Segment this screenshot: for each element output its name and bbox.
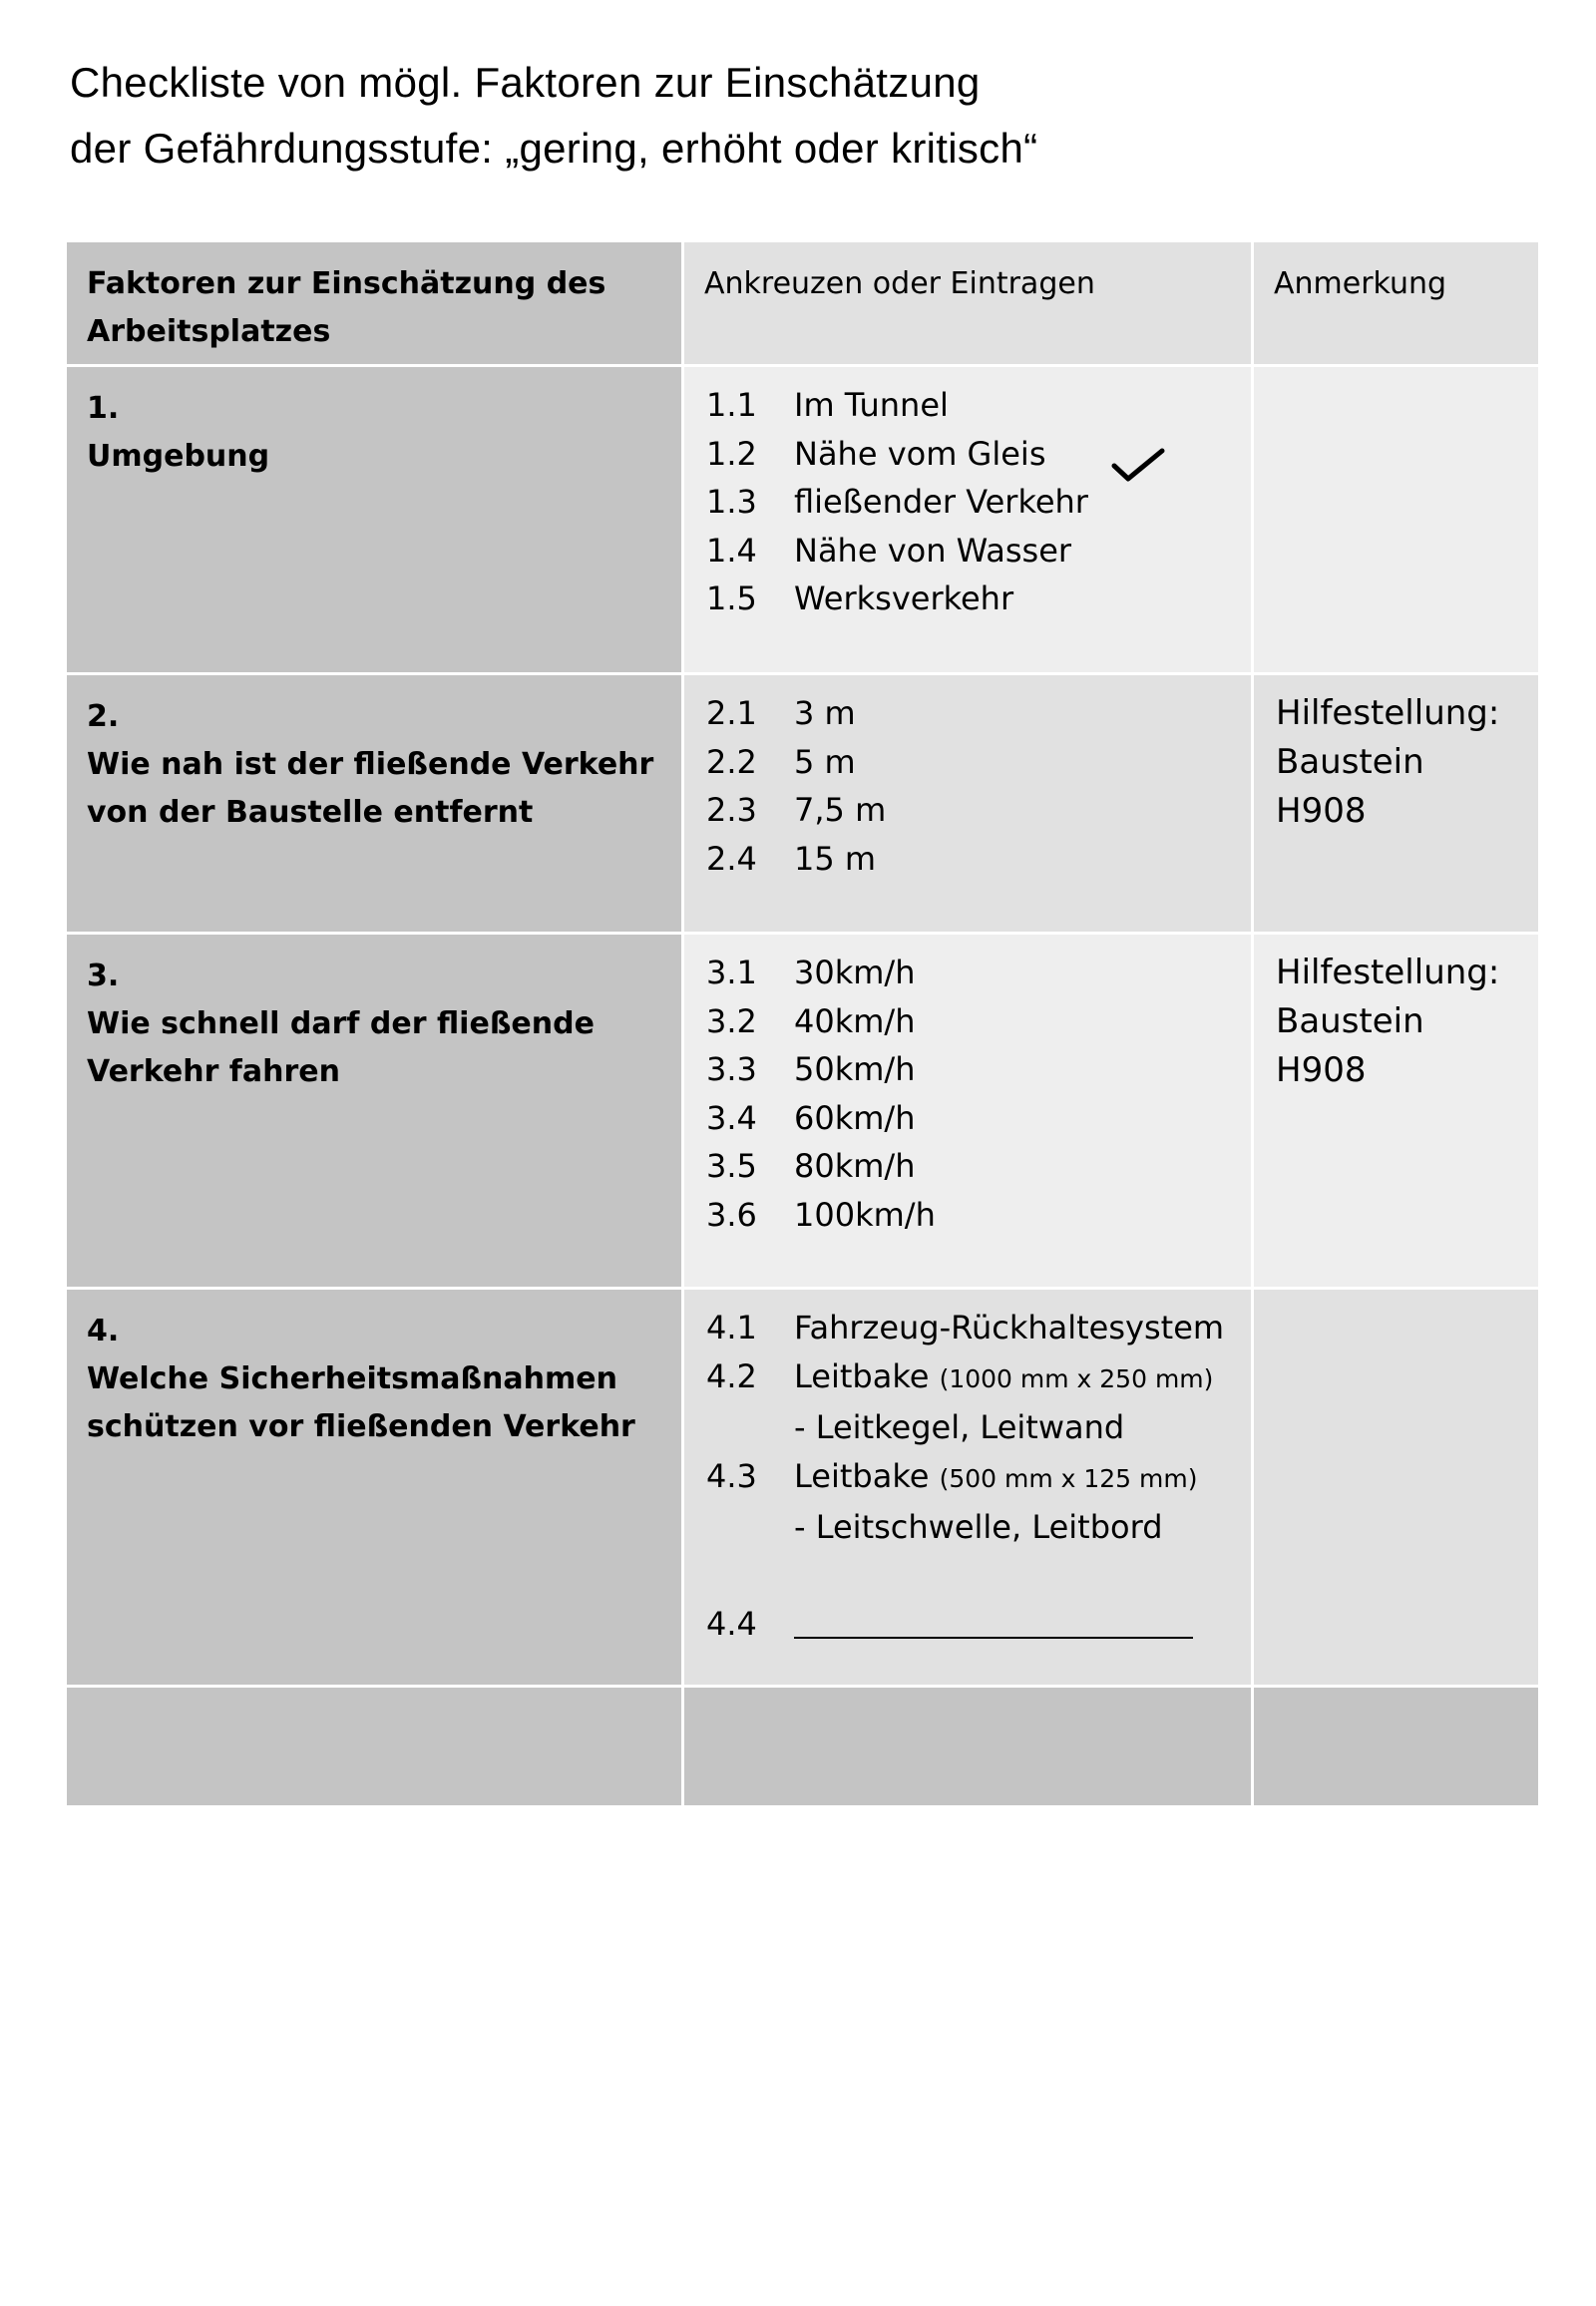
note-cell [1253, 674, 1540, 934]
factor-label-line-1: Welche Sicherheitsmaßnahmen [87, 1361, 617, 1396]
factor-label-line-2: Verkehr fahren [87, 1054, 340, 1089]
note-line-1: Hilfestellung: [1276, 953, 1500, 992]
header-select: Ankreuzen oder Eintragen [704, 266, 1095, 301]
factor-label-line-1: Wie nah ist der fließende Verkehr [87, 747, 654, 782]
factor-label-line-2: von der Baustelle entfernt [87, 795, 534, 830]
options-cell [683, 1289, 1253, 1687]
factor-cell [66, 674, 683, 934]
option-4-2-continuation: - Leitkegel, Leitwand [794, 1408, 1125, 1446]
option-3-5[interactable]: 3.5 80km/h [706, 1147, 916, 1185]
factor-number: 4. [87, 1314, 120, 1348]
table-row [66, 934, 1540, 1289]
header-cell-factors [66, 241, 683, 366]
page-title [70, 50, 1037, 182]
option-2-2[interactable]: 2.2 5 m [706, 742, 856, 781]
factor-cell [66, 366, 683, 674]
option-3-4[interactable]: 3.4 60km/h [706, 1098, 916, 1137]
option-3-3[interactable]: 3.3 50km/h [706, 1050, 916, 1088]
option-1-5[interactable]: 1.5 Werksverkehr [706, 579, 1014, 617]
options-cell [683, 674, 1253, 934]
checklist-table [64, 239, 1541, 1808]
option-1-2[interactable]: 1.2 Nähe vom Gleis [706, 434, 1046, 473]
empty-cell[interactable] [1253, 1687, 1540, 1807]
options-cell [683, 934, 1253, 1289]
factor-label: Umgebung [87, 439, 270, 474]
table-row [66, 1289, 1540, 1687]
options-cell [683, 366, 1253, 674]
note-cell [1253, 934, 1540, 1289]
factor-label-line-1: Wie schnell darf der fließende [87, 1006, 595, 1041]
checkmark-icon [1110, 446, 1166, 486]
option-4-4-input-line[interactable] [794, 1607, 1193, 1639]
factor-cell [66, 934, 683, 1289]
table-row [66, 366, 1540, 674]
header-note: Anmerkung [1274, 266, 1447, 301]
note-line-3: H908 [1276, 1050, 1367, 1090]
title-line-1: Checkliste von mögl. Faktoren zur Einschätzung [70, 59, 981, 106]
option-4-4[interactable]: 4.4 [706, 1600, 1241, 1649]
option-3-2[interactable]: 3.2 40km/h [706, 1001, 916, 1040]
table-header-row [66, 241, 1540, 366]
factor-number: 2. [87, 699, 120, 734]
header-factors: Faktoren zur Einschätzung des Arbeitsplatzes [87, 266, 606, 349]
option-2-1[interactable]: 2.1 3 m [706, 694, 856, 732]
note-line-2: Baustein [1276, 742, 1424, 782]
factor-cell [66, 1289, 683, 1687]
factor-number: 1. [87, 391, 120, 426]
table-row-empty [66, 1687, 1540, 1807]
note-line-1: Hilfestellung: [1276, 693, 1500, 733]
header-cell-select [683, 241, 1253, 366]
table-row [66, 674, 1540, 934]
factor-label-line-2: schützen vor fließenden Verkehr [87, 1409, 635, 1444]
option-3-6[interactable]: 3.6 100km/h [706, 1195, 936, 1234]
option-1-1[interactable]: 1.1 Im Tunnel [706, 386, 949, 424]
option-4-3[interactable]: 4.3 Leitbake (500 mm x 125 mm) [706, 1456, 1198, 1495]
option-2-4[interactable]: 2.4 15 m [706, 839, 877, 878]
factor-number: 3. [87, 959, 120, 993]
title-line-2: der Gefährdungsstufe: „gering, erhöht oder kritisch“ [70, 125, 1038, 172]
note-line-2: Baustein [1276, 1001, 1424, 1041]
option-2-3[interactable]: 2.3 7,5 m [706, 791, 887, 829]
note-cell [1253, 366, 1540, 674]
note-line-3: H908 [1276, 791, 1367, 831]
option-1-4[interactable]: 1.4 Nähe von Wasser [706, 531, 1072, 570]
empty-cell[interactable] [683, 1687, 1253, 1807]
option-4-3-continuation: - Leitschwelle, Leitbord [794, 1508, 1163, 1546]
note-cell [1253, 1289, 1540, 1687]
option-4-1[interactable]: 4.1 Fahrzeug-Rückhaltesystem [706, 1309, 1225, 1346]
header-cell-note [1253, 241, 1540, 366]
empty-cell[interactable] [66, 1687, 683, 1807]
option-1-3[interactable]: 1.3 fließender Verkehr [706, 483, 1088, 521]
option-3-1[interactable]: 3.1 30km/h [706, 954, 916, 991]
option-4-2[interactable]: 4.2 Leitbake (1000 mm x 250 mm) [706, 1356, 1214, 1395]
